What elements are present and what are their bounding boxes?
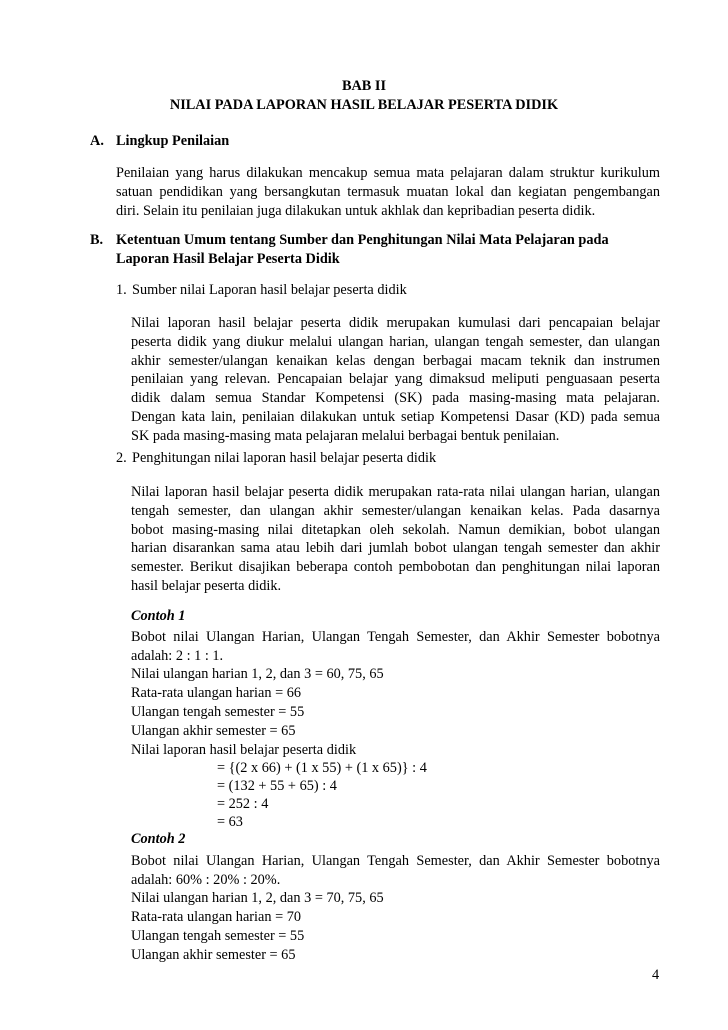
item-2-title: Penghitungan nilai laporan hasil belajar peserta didik xyxy=(132,450,437,466)
paragraph-line: akhir semester/ulangan kenaikan kelas dengan berbagai macam teknik dan instrumen xyxy=(131,352,660,369)
paragraph-line: Bobot nilai Ulangan Harian, Ulangan Tengah Semester, dan Akhir Semester bobotnya xyxy=(131,853,660,869)
contoh-1-rata-uh: Rata-rata ulangan harian = 66 xyxy=(131,685,302,701)
item-1-paragraph xyxy=(131,314,660,446)
contoh-1-calc-step: = (132 + 55 + 65) : 4 xyxy=(217,778,337,794)
paragraph-line: Dengan kata lain, penilaian dilakukan untuk setiap Kompetensi Dasar (KD) pada semua xyxy=(131,408,660,425)
contoh-2-uas: Ulangan akhir semester = 65 xyxy=(131,947,296,963)
paragraph-line: SK pada masing-masing mata pelajaran melalui berbagai bentuk penilaian. xyxy=(131,427,560,444)
paragraph-line: bobot masing-masing nilai ditetapkan oleh sekolah. Namun demikian, bobot ulangan xyxy=(131,521,660,538)
contoh-1-title: Contoh 1 xyxy=(131,608,186,624)
section-a-label: A. xyxy=(90,133,104,149)
section-b-title-line1: Ketentuan Umum tentang Sumber dan Penghitungan Nilai Mata Pelajaran pada xyxy=(116,232,609,248)
contoh-1-nilai-label: Nilai laporan hasil belajar peserta didik xyxy=(131,742,357,758)
chapter-label: BAB II xyxy=(341,78,387,94)
paragraph-line: tengah semester, dan ulangan akhir semester/ulangan kenaikan kelas. Pada dasarnya xyxy=(131,502,660,519)
contoh-2-title: Contoh 2 xyxy=(131,831,186,847)
contoh-2-bobot xyxy=(131,852,660,890)
contoh-1-bobot xyxy=(131,628,660,666)
paragraph-line: Bobot nilai Ulangan Harian, Ulangan Tengah Semester, dan Akhir Semester bobotnya xyxy=(131,629,660,645)
section-b-title-line2: Laporan Hasil Belajar Peserta Didik xyxy=(116,251,340,267)
chapter-title: NILAI PADA LAPORAN HASIL BELAJAR PESERTA DIDIK xyxy=(169,97,559,113)
contoh-2-rata-uh: Rata-rata ulangan harian = 70 xyxy=(131,909,302,925)
contoh-1-uas: Ulangan akhir semester = 65 xyxy=(131,723,296,739)
paragraph-line: harian disarankan sama atau lebih dari jumlah bobot ulangan tengah semester dan akhir xyxy=(131,540,660,557)
paragraph-line: hasil belajar peserta didik. xyxy=(131,577,282,594)
paragraph-line: satuan pendidikan yang bersangkutan termasuk muatan lokal dan kegiatan pengembangan xyxy=(116,183,660,200)
paragraph-line: adalah: 60% : 20% : 20%. xyxy=(131,871,281,888)
contoh-2-uts: Ulangan tengah semester = 55 xyxy=(131,928,305,944)
paragraph-line: Nilai laporan hasil belajar peserta didik merupakan rata-rata nilai ulangan harian, ulangan xyxy=(131,484,660,500)
item-1-number: 1. xyxy=(116,282,127,298)
paragraph-line: didik dalam semua Standar Kompetensi (SK) pada masing-masing mata pelajaran. xyxy=(131,390,660,407)
page-number: 4 xyxy=(652,967,660,983)
contoh-1-calc-step: = {(2 x 66) + (1 x 55) + (1 x 65)} : 4 xyxy=(217,760,427,776)
item-1-title: Sumber nilai Laporan hasil belajar peserta didik xyxy=(132,282,407,298)
paragraph-line: Nilai laporan hasil belajar peserta didik merupakan kumulasi dari pencapaian belajar xyxy=(131,315,660,331)
contoh-1-uts: Ulangan tengah semester = 55 xyxy=(131,704,305,720)
item-2-number: 2. xyxy=(116,450,127,466)
paragraph-line: adalah: 2 : 1 : 1. xyxy=(131,647,224,664)
contoh-1-nilai-uh: Nilai ulangan harian 1, 2, dan 3 = 60, 75, 65 xyxy=(131,666,384,682)
contoh-1-calc-step: = 252 : 4 xyxy=(217,796,269,812)
paragraph-line: peserta didik yang diukur melalui ulangan harian, ulangan tengah semester, dan ulangan xyxy=(131,333,660,350)
contoh-2-nilai-uh: Nilai ulangan harian 1, 2, dan 3 = 70, 75, 65 xyxy=(131,890,384,906)
paragraph-line: semester. Berikut disajikan beberapa contoh pembobotan dan penghitungan nilai laporan xyxy=(131,559,660,576)
item-2-paragraph xyxy=(131,483,660,596)
section-b-label: B. xyxy=(90,232,104,248)
section-a-paragraph xyxy=(116,164,660,220)
paragraph-line: Penilaian yang harus dilakukan mencakup semua mata pelajaran dalam struktur kurikulum xyxy=(116,165,660,181)
contoh-1-calc-result: = 63 xyxy=(217,814,243,830)
paragraph-line: penilaian yang relevan. Pencapaian belajar yang dimaksud meliputi penguasaan peserta xyxy=(131,371,660,388)
section-a-title: Lingkup Penilaian xyxy=(116,133,230,149)
paragraph-line: diri. Selain itu penilaian juga dilakukan untuk akhlak dan kepribadian peserta didik. xyxy=(116,202,596,219)
